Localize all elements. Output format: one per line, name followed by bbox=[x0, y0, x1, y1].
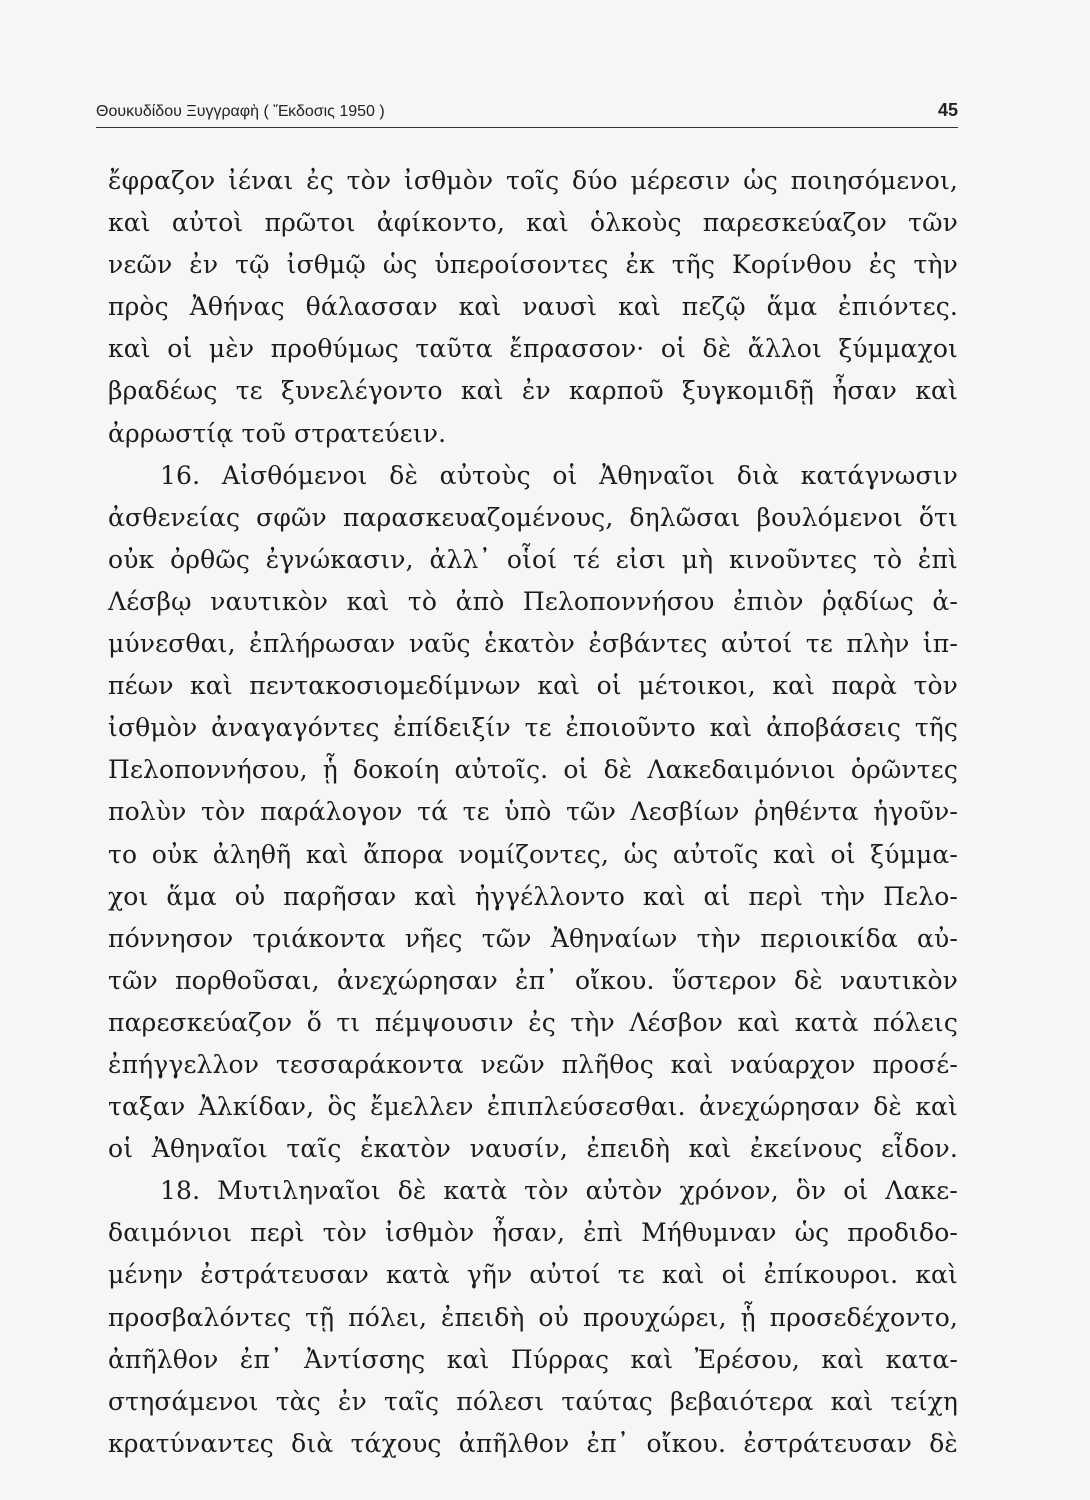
text-line: 18. Μυτιληναῖοι δὲ κατὰ τὸν αὐτὸν χρόνον, ὃν οἱ Λακε- bbox=[160, 1176, 958, 1206]
body-text bbox=[108, 160, 958, 1465]
header-rule bbox=[96, 127, 958, 128]
text-line: ἰσθμὸν ἀναγαγόντες ἐπίδειξίν τε ἐποιοῦντο καὶ ἀποβάσεις τῆς bbox=[108, 713, 958, 743]
text-line: πέων καὶ πεντακοσιομεδίμνων καὶ οἱ μέτοικοι, καὶ παρὰ τὸν bbox=[108, 671, 958, 701]
text-line: κρατύναντες διὰ τάχους ἀπῆλθον ἐπ᾽ οἴκου. ἐστράτευσαν δὲ bbox=[108, 1428, 958, 1458]
running-header bbox=[96, 100, 958, 121]
text-line: δαιμόνιοι περὶ τὸν ἰσθμὸν ἦσαν, ἐπὶ Μήθυμναν ὡς προδιδο- bbox=[108, 1218, 958, 1248]
text-line: νεῶν ἐν τῷ ἰσθμῷ ὡς ὑπεροίσοντες ἐκ τῆς Κορίνθου ἐς τὴν bbox=[108, 250, 958, 280]
text-line: οἱ Ἀθηναῖοι ταῖς ἑκατὸν ναυσίν, ἐπειδὴ καὶ ἐκείνους εἶδον. bbox=[108, 1134, 958, 1164]
text-line: ταξαν Ἀλκίδαν, ὃς ἔμελλεν ἐπιπλεύσεσθαι. ἀνεχώρησαν δὲ καὶ bbox=[108, 1092, 958, 1122]
text-line: το οὐκ ἀληθῆ καὶ ἄπορα νομίζοντες, ὡς αὐτοῖς καὶ οἱ ξύμμα- bbox=[108, 839, 958, 869]
text-line: οὐκ ὀρθῶς ἐγνώκασιν, ἀλλ᾽ οἷοί τέ εἰσι μὴ κινοῦντες τὸ ἐπὶ bbox=[108, 544, 958, 574]
text-line: προσβαλόντες τῇ πόλει, ἐπειδὴ οὐ προυχώρει, ᾗ προσεδέχοντο, bbox=[108, 1302, 958, 1332]
text-line: ἔφραζον ἰέναι ἐς τὸν ἰσθμὸν τοῖς δύο μέρεσιν ὡς ποιησόμενοι, bbox=[108, 166, 958, 195]
text-line: ἀπῆλθον ἐπ᾽ Ἀντίσσης καὶ Πύρρας καὶ Ἐρέσου, καὶ κατα- bbox=[108, 1344, 958, 1374]
text-line: βραδέως τε ξυνελέγοντο καὶ ἐν καρποῦ ξυγκομιδῇ ἦσαν καὶ bbox=[108, 376, 958, 406]
text-line: πόννησον τριάκοντα νῆες τῶν Ἀθηναίων τὴν περιοικίδα αὐ- bbox=[108, 923, 958, 953]
text-line: πολὺν τὸν παράλογον τά τε ὑπὸ τῶν Λεσβίων ῥηθέντα ἡγοῦν- bbox=[108, 797, 958, 827]
text-line: στησάμενοι τὰς ἐν ταῖς πόλεσι ταύτας βεβαιότερα καὶ τείχη bbox=[108, 1386, 958, 1416]
text-line: μένην ἐστράτευσαν κατὰ γῆν αὐτοί τε καὶ οἱ ἐπίκουροι. καὶ bbox=[108, 1260, 958, 1290]
text-line: Πελοποννήσου, ᾗ δοκοίη αὐτοῖς. οἱ δὲ Λακεδαιμόνιοι ὁρῶντες bbox=[108, 755, 958, 785]
text-line: χοι ἅμα οὐ παρῆσαν καὶ ἠγγέλλοντο καὶ αἱ περὶ τὴν Πελο- bbox=[108, 881, 958, 911]
text-line: ἐπήγγελλον τεσσαράκοντα νεῶν πλῆθος καὶ ναύαρχον προσέ- bbox=[108, 1049, 958, 1079]
text-line: μύνεσθαι, ἐπλήρωσαν ναῦς ἑκατὸν ἐσβάντες αὐτοί τε πλὴν ἱπ- bbox=[108, 629, 958, 659]
text-line: καὶ οἱ μὲν προθύμως ταῦτα ἔπρασσον· οἱ δὲ ἄλλοι ξύμμαχοι bbox=[108, 334, 958, 364]
page-number: 45 bbox=[937, 100, 958, 120]
text-line: πρὸς Ἀθήνας θάλασσαν καὶ ναυσὶ καὶ πεζῷ ἅμα ἐπιόντες. bbox=[108, 292, 958, 322]
text-line: παρεσκεύαζον ὅ τι πέμψουσιν ἐς τὴν Λέσβον καὶ κατὰ πόλεις bbox=[108, 1007, 958, 1037]
text-line: ἀσθενείας σφῶν παρασκευαζομένους, δηλῶσαι βουλόμενοι ὅτι bbox=[108, 502, 958, 532]
running-title: Θουκυδίδου Ξυγγραφὴ ( Ἔκδοσις 1950 ) bbox=[96, 103, 385, 120]
text-line: Λέσβῳ ναυτικὸν καὶ τὸ ἀπὸ Πελοποννήσου ἐπιὸν ῥᾳδίως ἀ- bbox=[108, 586, 958, 616]
text-line: 16. Αἰσθόμενοι δὲ αὐτοὺς οἱ Ἀθηναῖοι διὰ κατάγνωσιν bbox=[160, 460, 958, 490]
text-line: ἀρρωστίᾳ τοῦ στρατεύειν. bbox=[108, 418, 447, 448]
text-line: τῶν πορθοῦσαι, ἀνεχώρησαν ἐπ᾽ οἴκου. ὕστερον δὲ ναυτικὸν bbox=[108, 965, 958, 995]
text-line: καὶ αὐτοὶ πρῶτοι ἀφίκοντο, καὶ ὁλκοὺς παρεσκεύαζον τῶν bbox=[108, 208, 958, 238]
